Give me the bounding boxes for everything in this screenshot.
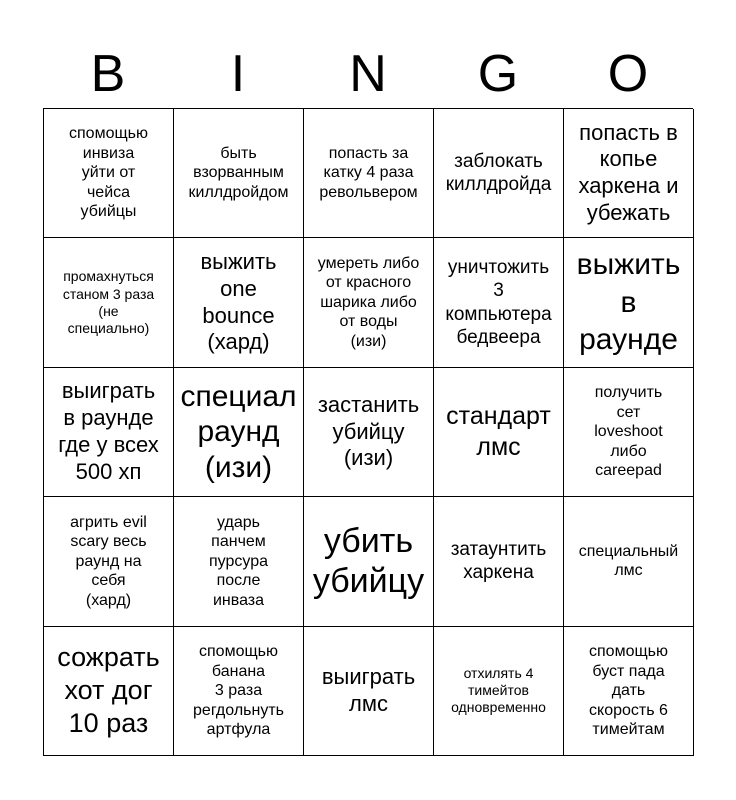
bingo-cell-r3c3[interactable] [304,368,434,497]
bingo-title [43,40,693,108]
bingo-cell-text: быть взорванным киллдройдом [188,144,289,201]
title-letter-g: G [477,45,519,103]
bingo-cell-text: уничтожить 3 компьютера бедвеера [445,257,552,348]
bingo-cell-text: затаунтить харкена [450,539,547,584]
bingo-cell-text: попасть за катку 4 раза револьвером [319,144,418,201]
bingo-cell-r1c4[interactable] [434,109,564,238]
bingo-cell-r5c4[interactable] [434,627,564,756]
bingo-cell-r5c1[interactable] [44,627,174,756]
bingo-cell-text: выжить в раунде [576,248,681,357]
title-letter-n: N [349,45,387,103]
bingo-cell-r4c5[interactable] [564,497,694,626]
bingo-cell-r1c3[interactable] [304,109,434,238]
bingo-cell-text: сожрать хот дог 10 раз [57,642,160,739]
bingo-cell-r4c4[interactable] [434,497,564,626]
bingo-cell-text: убить убийцу [312,521,425,601]
bingo-cell-text: выиграть в раунде где у всех 500 хп [58,378,159,484]
bingo-cell-r4c2[interactable] [174,497,304,626]
bingo-cell-r5c3[interactable] [304,627,434,756]
bingo-cell-r3c1[interactable] [44,368,174,497]
bingo-cell-r2c4[interactable] [434,238,564,367]
bingo-cell-text: специальный лмс [578,542,679,580]
bingo-grid [43,108,693,756]
title-letter-o: O [607,45,649,103]
bingo-cell-text: спомощью банана 3 раза регдольнуть артфула [193,643,284,739]
bingo-cell-r3c2[interactable] [174,368,304,497]
bingo-cell-text: умереть либо от красного шарика либо от воды (изи) [317,254,420,350]
bingo-cell-text: стандарт лмс [446,402,551,461]
bingo-cell-r3c4[interactable] [434,368,564,497]
title-letter-i: I [230,45,246,103]
bingo-cell-text: отхилять 4 тимейтов одновременно [451,665,546,716]
bingo-cell-r4c3[interactable] [304,497,434,626]
bingo-cell-text: выжить one bounce (хард) [200,248,277,355]
bingo-cell-r1c5[interactable] [564,109,694,238]
bingo-cell-r3c5[interactable] [564,368,694,497]
bingo-cell-r1c1[interactable] [44,109,174,238]
bingo-cell-text: ударь панчем пурсура после инваза [209,513,268,609]
bingo-cell-text: спомощью буст пада дать скорость 6 тимейтам [589,643,668,739]
bingo-cell-r1c2[interactable] [174,109,304,238]
bingo-cell-r5c5[interactable] [564,627,694,756]
bingo-cell-r2c2[interactable] [174,238,304,367]
bingo-cell-text: заблокать киллдройда [445,151,552,196]
bingo-cell-text: спомощью инвиза уйти от чейса убийцы [69,125,148,221]
bingo-cell-text: застанить убийцу (изи) [317,391,420,471]
bingo-cell-r2c5[interactable] [564,238,694,367]
bingo-cell-text: выиграть лмс [321,663,416,716]
bingo-cell-text: попасть в копье харкена и убежать [578,119,679,226]
bingo-cell-text: специал раунд (изи) [180,379,297,484]
bingo-cell-text: агрить evil scary весь раунд на себя (хард) [70,513,147,609]
bingo-cell-r4c1[interactable] [44,497,174,626]
bingo-cell-text: получить сет loveshoot либо careepad [594,384,663,480]
bingo-cell-r5c2[interactable] [174,627,304,756]
bingo-cell-text: промахнуться станом 3 раза (не специально) [62,268,155,336]
title-letter-b: B [90,45,126,103]
bingo-cell-r2c3[interactable] [304,238,434,367]
bingo-cell-r2c1[interactable] [44,238,174,367]
